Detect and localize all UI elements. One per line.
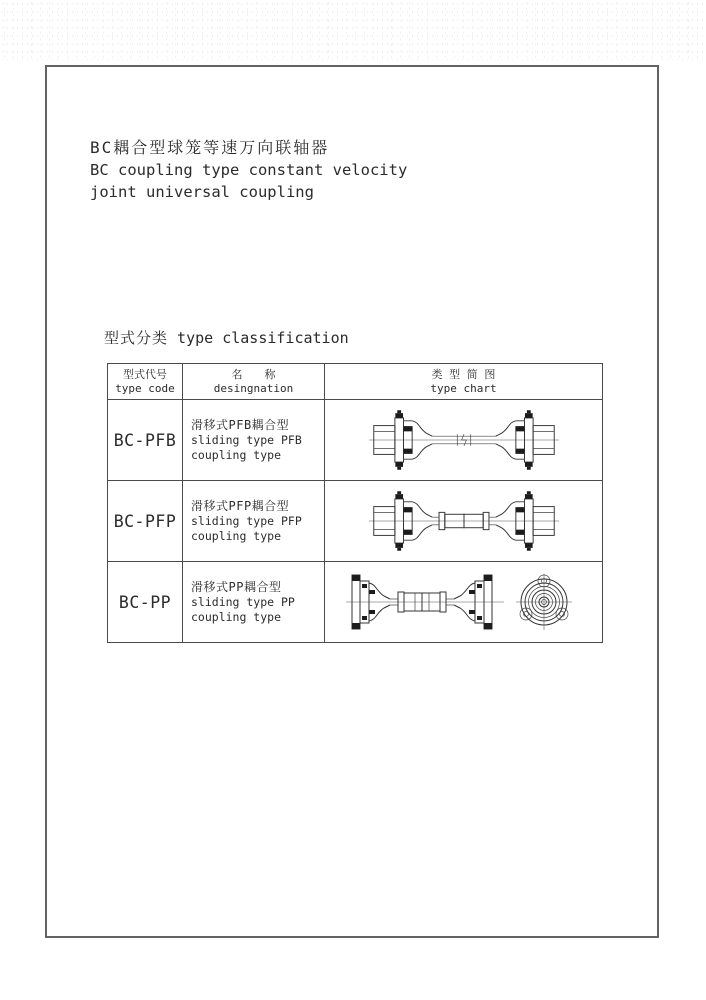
designation-bc-pp-en2: coupling type: [191, 609, 282, 624]
header-type-code-en: type code: [115, 381, 175, 395]
section-heading: [104, 327, 349, 348]
table-row: [108, 562, 603, 643]
designation-bc-pfp-en2: coupling type: [191, 528, 282, 543]
chart-cell-bc-pfb: [325, 400, 603, 481]
header-designation-zh: 名 称: [231, 367, 276, 381]
designation-bc-pfp-zh: 滑移式PFP耦合型: [191, 498, 290, 513]
type-code-bc-pfp: BC-PFP: [108, 481, 183, 562]
designation-bc-pfb: [183, 400, 325, 481]
section-heading-chinese: 型式分类: [104, 329, 169, 347]
chart-cell-bc-pp: [325, 562, 603, 643]
title-english-line2: joint universal coupling: [90, 183, 314, 201]
chart-cell-bc-pfp: [325, 481, 603, 562]
designation-bc-pfb-zh: 滑移式PFB耦合型: [191, 417, 290, 432]
section-heading-english: type classification: [177, 329, 349, 347]
table-row: [108, 400, 603, 481]
designation-bc-pp-en1: sliding type PP: [191, 594, 295, 609]
designation-bc-pp-zh: 滑移式PP耦合型: [191, 579, 282, 594]
type-code-bc-pp: BC-PP: [108, 562, 183, 643]
type-classification-table: [107, 363, 603, 643]
type-code-bc-pfb: BC-PFB: [108, 400, 183, 481]
document-title: [90, 137, 407, 203]
table-row: [108, 481, 603, 562]
page-frame: [45, 65, 659, 938]
designation-bc-pfp: [183, 481, 325, 562]
title-english-line1: BC coupling type constant velocity: [90, 161, 408, 179]
header-type-chart-zh: 类 型 简 图: [431, 367, 496, 381]
header-designation-en: desingnation: [213, 381, 294, 395]
pfp-coupling-drawing: [368, 485, 560, 557]
scan-noise-band: [0, 0, 706, 60]
title-chinese: BC耦合型球笼等速万向联轴器: [90, 138, 330, 157]
header-type-code-zh: 型式代号: [123, 367, 167, 381]
designation-bc-pp: [183, 562, 325, 643]
pfb-coupling-drawing: [368, 404, 560, 476]
header-type-code: [108, 364, 183, 400]
header-designation: [183, 364, 325, 400]
header-type-chart: [325, 364, 603, 400]
header-type-chart-en: type chart: [430, 381, 497, 395]
designation-bc-pfp-en1: sliding type PFP: [191, 513, 302, 528]
designation-bc-pfb-en1: sliding type PFB: [191, 432, 302, 447]
table-header-row: [108, 364, 603, 400]
designation-bc-pfb-en2: coupling type: [191, 447, 282, 462]
pp-coupling-drawing: [344, 566, 584, 638]
